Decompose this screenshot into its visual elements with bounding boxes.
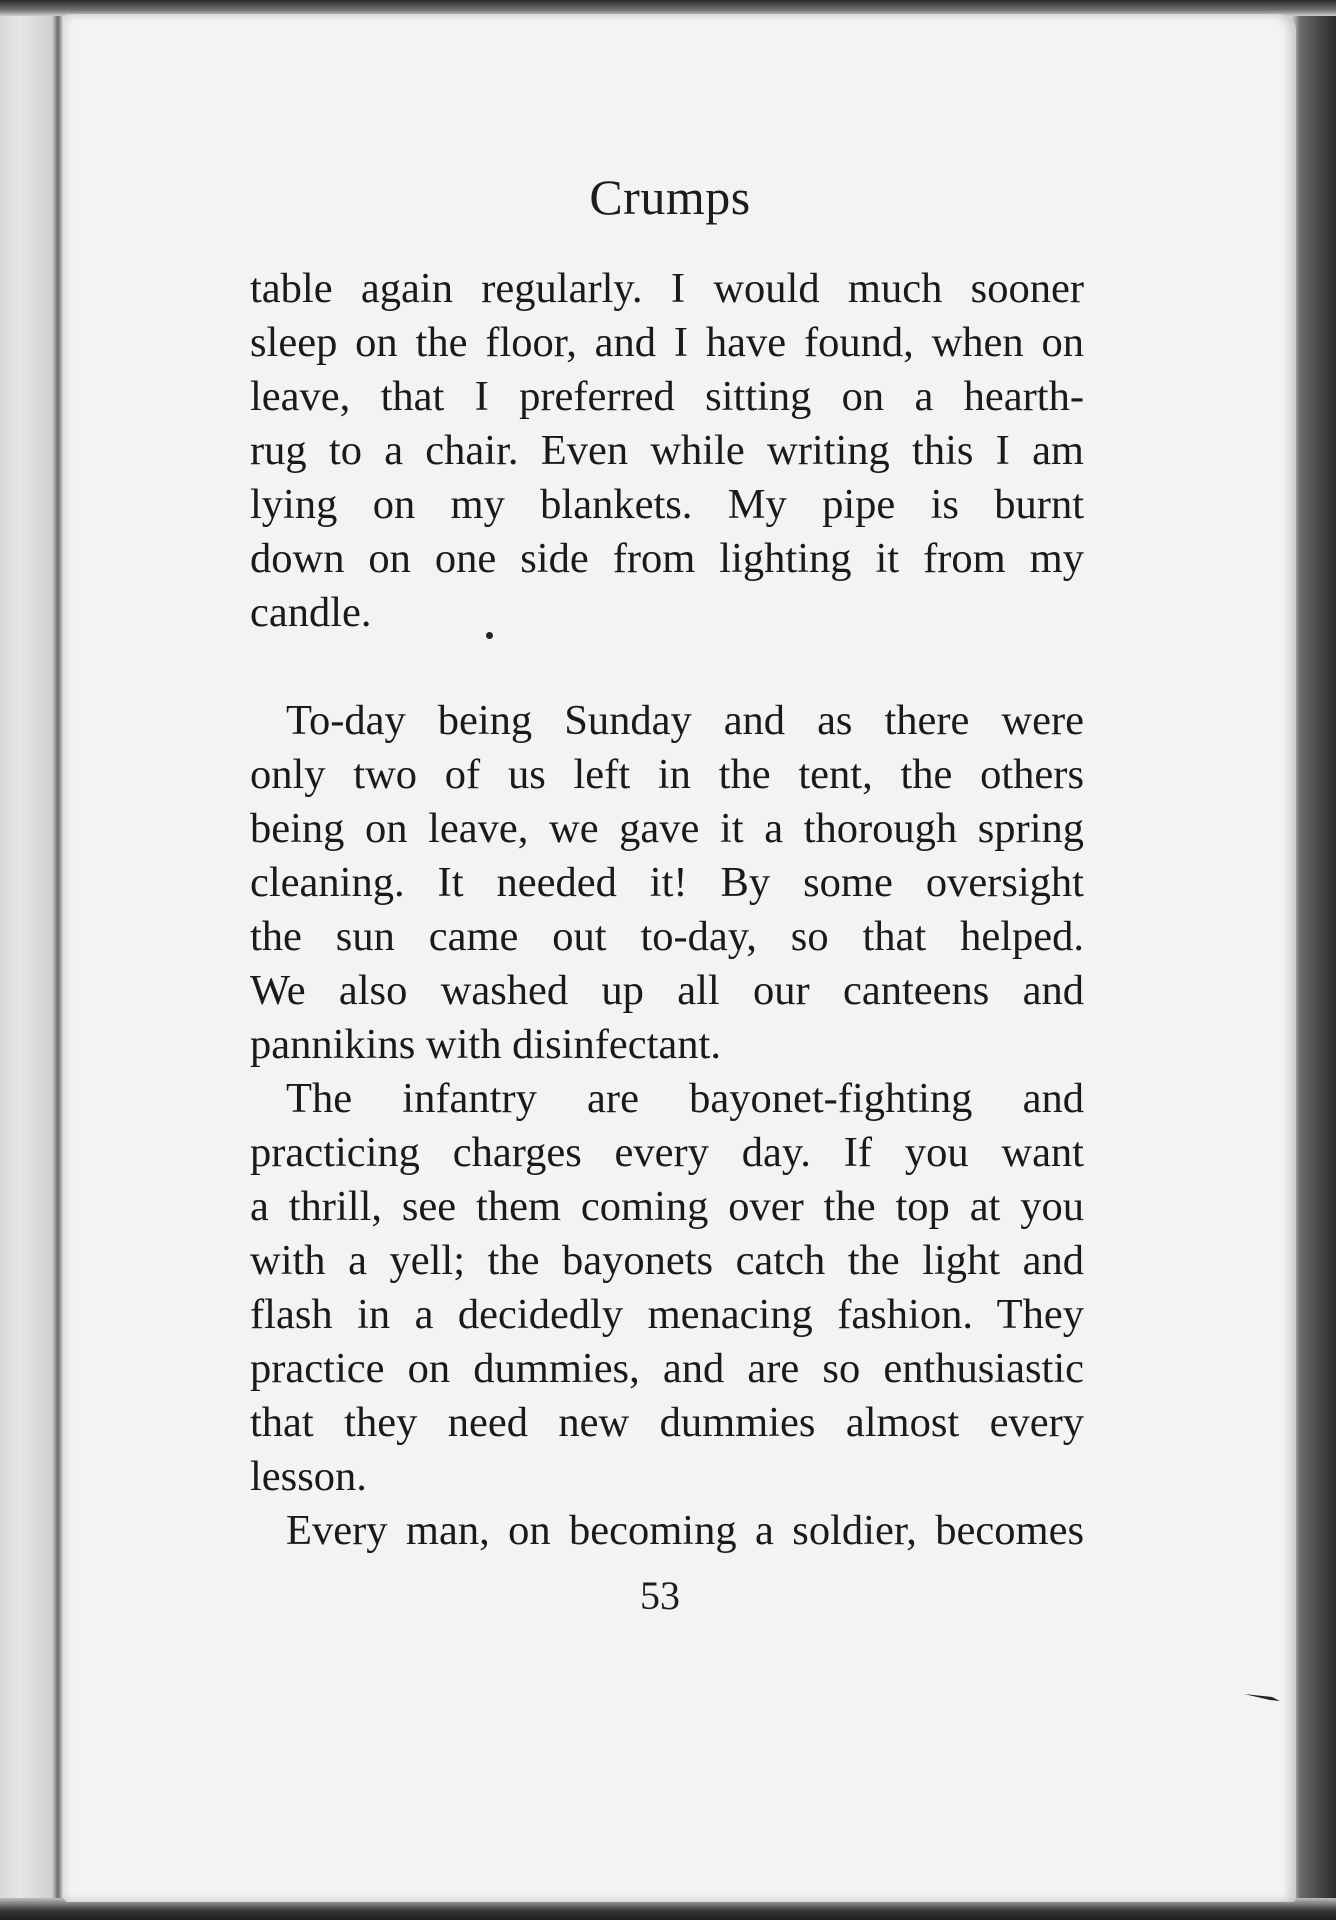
text-line: We also washed up all our canteens and [250,967,1084,1014]
page-number: 53 [640,1573,680,1618]
running-title: Crumps [589,169,751,225]
text-line: practice on dummies, and are so enthusiastic [250,1345,1084,1392]
text-line: only two of us left in the tent, the others [250,751,1084,798]
text-line: the sun came out to-day, so that helped. [250,913,1084,960]
text-line: candle. [250,589,372,636]
text-line: pannikins with disinfectant. [250,1021,721,1068]
ink-speck [486,632,493,639]
section-break [250,640,1084,694]
text-line: flash in a decidedly menacing fashion. They [250,1291,1084,1338]
text-line: lying on my blankets. My pipe is burnt [250,481,1084,528]
page-corner-mark [1244,1692,1280,1702]
text-line: being on leave, we gave it a thorough spring [250,805,1084,852]
text-line: sleep on the floor, and I have found, when on [250,319,1084,366]
body-text [250,262,1084,1558]
text-line: rug to a chair. Even while writing this I am [250,427,1084,474]
text-line: The infantry are bayonet-fighting and [286,1075,1084,1122]
text-line: that they need new dummies almost every [250,1399,1084,1446]
text-line: table again regularly. I would much sooner [250,265,1084,312]
text-line: with a yell; the bayonets catch the light and [250,1237,1084,1284]
text-line: cleaning. It needed it! By some oversight [250,859,1084,906]
text-line: leave, that I preferred sitting on a hearth- [250,373,1084,420]
text-line: To-day being Sunday and as there were [286,697,1084,744]
text-line: a thrill, see them coming over the top at you [250,1183,1084,1230]
text-line: practicing charges every day. If you want [250,1129,1084,1176]
text-line: Every man, on becoming a soldier, becomes [286,1507,1084,1554]
text-line: lesson. [250,1453,367,1500]
text-line: down on one side from lighting it from my [250,535,1084,582]
